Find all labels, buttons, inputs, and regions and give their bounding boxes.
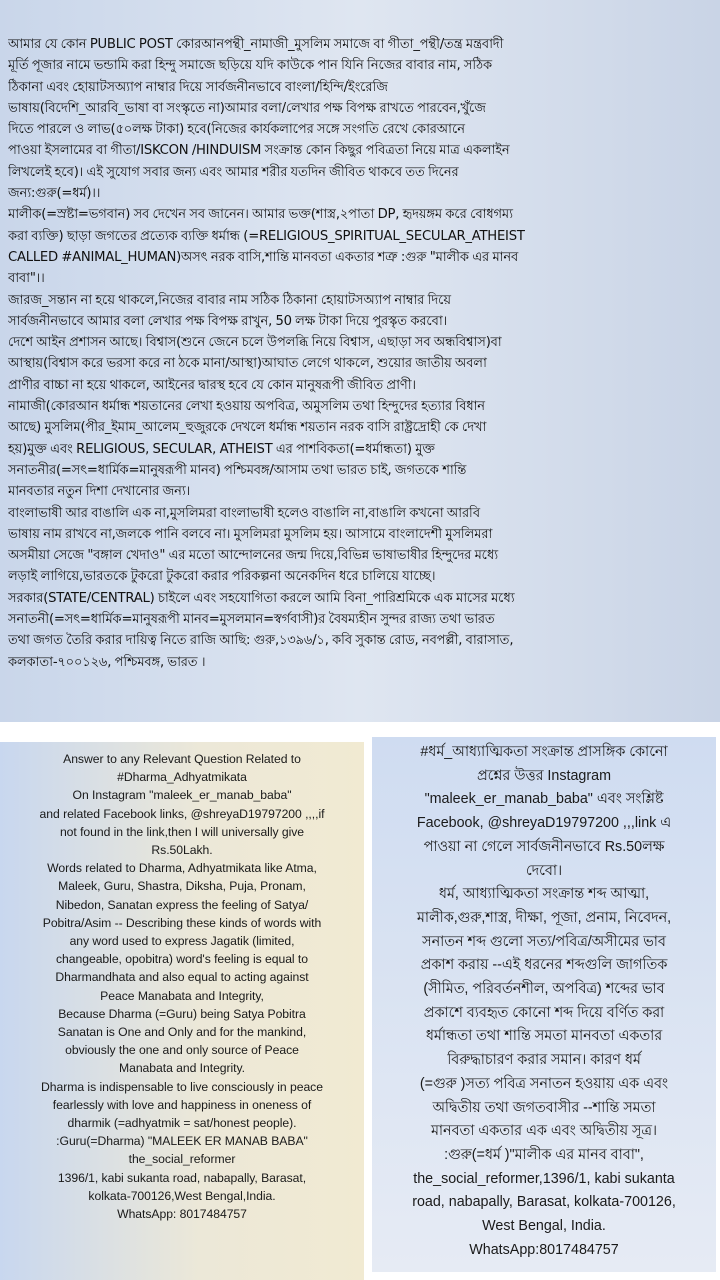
text-line: not found in the link,then I will universally give [59,824,305,839]
text-line: নামাজী(কোরআন ধর্মান্ধ শয়তানের লেখা হওয়ায় অপবিত্র, অমুসলিম তথা হিন্দুদের হত্যার বিধান [8,399,485,415]
text-line: বাংলাভাষী আর বাঙালি এক না,মুসলিমরা বাংলাভাষী হলেও বাঙালি না,বাঙালি কখনো আরবি [8,505,480,521]
text-line: 1396/1, kabi sukanta road, nabapally, Barasat, [57,1170,307,1185]
text-line: কলকাতা-৭০০১২৬, পশ্চিমবঙ্গ, ভারত । [8,654,206,670]
text-line: ধর্ম, আধ্যাত্মিকতা সংক্রান্ত শব্দ আত্মা, [438,886,650,903]
right-bengali-text [378,741,710,1262]
text-line: হয়)মুক্ত এবং RELIGIOUS, SECULAR, ATHEIST এর পাশবিকতা(=ধর্মান্ধতা) মুক্ত [8,441,435,457]
text-line: অসমীয়া সেজে "বঙ্গাল খেদাও" এর মতো আন্দোলনের জন্ম দিয়ে,বিভিন্ন ভাষাভাষীর হিন্দুদের মধ্যে [8,548,498,564]
text-line: সনাতনীর(=সৎ=ধার্মিক=মানুষরূপী মানব) পশ্চিমবঙ্গ/আসাম তথা ভারত চাই, জগতকে শান্তি [8,462,467,478]
text-line: দিতে পারলে ও লাভ(৫০লক্ষ টাকা) হবে(নিজের কার্যকলাপের সঙ্গে সংগতি রেখে কোরআনে [8,122,465,138]
text-line: Rs.50Lakh. [151,843,213,858]
text-line: Answer to any Relevant Question Related to [63,752,301,766]
bottom-white-strip [364,1272,720,1280]
text-line: ভাষায় নাম রাখবে না,জলকে পানি বলবে না। মুসলিমরা মুসলিম হয়। আসামে বাংলাদেশী মুসলিমরা [8,526,493,542]
text-line: (সীমিত, পরিবর্তনশীল, অপবিত্র) শব্দের ভাব [423,981,665,998]
text-line: WhatsApp: 8017484757 [117,1207,247,1222]
text-line: On Instagram "maleek_er_manab_baba" [72,788,292,803]
text-line: জারজ_সন্তান না হয়ে থাকলে,নিজের বাবার নাম সঠিক ঠিকানা হোয়াটসঅ্যাপ নাম্বার দিয়ে [8,292,451,308]
text-line: WhatsApp:8017484757 [469,1241,619,1258]
text-line: দেবো। [525,862,563,879]
text-line: (=গুরু )সত্য পবিত্র সনাতন হওয়ায় এক এবং [419,1075,669,1092]
text-line: and related Facebook links, @shreyaD19797200 ,,,,if [39,806,325,821]
text-line: #Dharma_Adhyatmikata [117,770,247,785]
text-line: Facebook, @shreyaD19797200 ,,,link এ [416,815,672,832]
text-line: Dharma is indispensable to live consciously in peace [41,1079,323,1094]
text-line: আমার যে কোন PUBLIC POST কোরআনপন্থী_নামাজী_মুসলিম সমাজে বা গীতা_পন্থী/তন্ত্র মন্ত্রবাদী [8,37,504,52]
text-line: বাবা"।। [8,271,45,287]
text-line: changeable, opobitra) word's feeling is equal to [56,952,308,967]
text-line: তথা জগত তৈরি করার দায়িত্ব নিতে রাজি আছি: গুরু,১৩৯৬/১, কবি সুকান্ত রোড, নবপল্লী, বারাসাত, [8,633,514,649]
text-line: সনাতনী(=সৎ=ধার্মিক=মানুষরূপী মানব=মুসলমান=স্বর্গবাসী)র বৈষম্যহীন সুন্দর রাজ্য তথা ভারত [8,612,495,628]
text-line: ঠিকানা এবং হোয়াটসঅ্যাপ নাম্বার দিয়ে সার্বজনীনভাবে বাংলা/হিন্দি/ইংরেজি [8,79,388,95]
text-line: fearlessly with love and happiness in oneness of [52,1097,312,1112]
text-line: Manabata and Integrity. [119,1061,245,1076]
text-line: West Bengal, India. [482,1218,606,1235]
text-line: road, nabapally, Barasat, kolkata-700126, [412,1194,676,1211]
text-line: the_social_reformer [128,1152,236,1167]
text-line: সার্বজনীনভাবে আমার বলা লেখার পক্ষ বিপক্ষ রাখুন, 50 লক্ষ টাকা দিয়ে পুরস্কৃত করবো। [8,313,448,329]
text-line: ধর্মান্ধতা তথা শান্তি সমতা মানবতা একতার [425,1028,663,1045]
text-line: লড়াই লাগিয়ে,ভারতকে টুকরো টুকরো করার পরিকল্পনা অনেকদিন ধরে চালিয়ে যাচ্ছে। [8,569,436,585]
text-line: Maleek, Guru, Shastra, Diksha, Puja, Pronam, [58,879,306,894]
text-line: সরকার(STATE/CENTRAL) চাইলে এবং সহযোগিতা করলে আমি বিনা_পারিশ্রমিকে এক মাসের মধ্যে [8,590,515,606]
text-line: Nibedon, Sanatan express the feeling of Satya/ [55,897,309,912]
right-bengali-card [372,737,716,1272]
text-line: পাওয়া ইসলামের বা গীতা/ISKCON /HINDUISM সংক্রান্ত কোন কিছুর পবিত্রতা নিয়ে মাত্র একলাইন [8,143,510,159]
text-line: obviously the one and only source of Peace [65,1043,299,1058]
text-line: লিখলেই হবে)। এই সুযোগ সবার জন্য এবং আমার শরীর যতদিন জীবিত থাকবে তত দিনের [8,164,459,180]
text-line: প্রকাশ করায় --এই ধরনের শব্দগুলি জাগতিক [420,957,668,974]
text-line: করা ব্যক্তি) ছাড়া জগতের প্রত্যেক ব্যক্তি ধর্মান্ধ (=RELIGIOUS_SPIRITUAL_SECULAR_ATHEIST [8,228,525,244]
text-line: পাওয়া না গেলে সার্বজনীনভাবে Rs.50লক্ষ [423,838,665,855]
text-line: সনাতন শব্দ গুলো সত্য/পবিত্র/অসীমের ভাব [422,933,666,950]
text-line: মানবতার নতুন দিশা দেখানোর জন্য। [8,484,191,500]
left-english-card [0,742,364,1280]
text-line: Pobitra/Asim -- Describing these kinds of words with [42,915,322,930]
text-line: প্রাণীর বাচ্চা না হয়ে থাকলে, আইনের দ্বারস্থ হবে যে কোন মানুষরূপী জীবিত প্রাণী। [8,377,416,393]
text-line: Sanatan is One and Only and for the mankind, [57,1025,307,1040]
text-line: আস্থায়(বিশ্বাস করে ভরসা করে না ঠকে মানা/আস্থা)আঘাত লেগে থাকলে, শুয়োর জাতীয় অবলা [8,356,487,372]
text-line: any word used to express Jagatik (limited, [69,934,295,949]
text-line: বিরুদ্ধাচারণ করার সমান। কারণ ধর্ম [447,1052,641,1069]
text-line: CALLED #ANIMAL_HUMAN)অসৎ নরক বাসি,শান্তি মানবতা একতার শত্রু :গুরু "মালীক এর মানব [8,249,519,265]
text-line: মালীক,গুরু,শাস্ত্র, দীক্ষা, পূজা, প্রনাম, নিবেদন, [416,909,672,926]
top-bengali-text [8,34,712,673]
text-line: Because Dharma (=Guru) being Satya Pobitra [58,1006,306,1021]
text-line: আছে) মুসলিম(পীর_ইমাম_আলেম_হুজুরকে দেখলে ধর্মান্ধ শয়তান নরক বাসি রাষ্ট্রদ্রোহী কে দেখা [8,420,487,436]
text-line: মূর্তি পূজার নামে ভন্ডামি করা হিন্দু সমাজে ছড়িয়ে যদি কাউকে পান যিনি নিজের বাবার নাম, সঠিক [8,58,492,74]
text-line: দেশে আইন প্রশাসন আছে। বিশ্বাস(শুনে জেনে চলে উপলব্ধি নিয়ে বিশ্বাস, এছাড়া সব অন্ধবিশ্বাস)বা [8,335,502,351]
text-line: "maleek_er_manab_baba" এবং সংশ্লিষ্ট [424,791,664,808]
text-line: অদ্বিতীয় তথা জগতবাসীর --শান্তি সমতা [432,1099,656,1116]
text-line: kolkata-700126,West Bengal,India. [88,1188,276,1203]
text-line: মালীক(=স্রষ্টা=ভগবান) সব দেখেন সব জানেন। আমার ভক্ত(শাস্ত্র,২পাতা DP, হৃদয়ঙ্গম করে বোধগম্য [8,207,513,223]
left-english-text [6,750,358,1223]
text-line: জন্য:গুরু(=ধর্ম)।। [8,186,101,202]
text-line: #ধর্ম_আধ্যাত্মিকতা সংক্রান্ত প্রাসঙ্গিক কোনো [420,744,668,760]
text-line: Peace Manabata and Integrity, [100,988,264,1003]
text-line: ভাষায়(বিদেশি_আরবি_ভাষা বা সংস্কৃতে না)আমার বলা/লেখার পক্ষ বিপক্ষ রাখতে পারবেন,খুঁজে [8,100,486,116]
text-line: :গুরু(=ধর্ম )"মালীক এর মানব বাবা", [444,1146,644,1163]
text-line: dharmik (=adhyatmik = sat/honest people). [67,1116,297,1131]
text-line: প্রশ্নের উত্তর Instagram [476,767,612,784]
text-line: :Guru(=Dharma) "MALEEK ER MANAB BABA" [56,1134,308,1149]
text-line: Dharmandhata and also equal to acting against [55,970,309,985]
text-line: the_social_reformer,1396/1, kabi sukanta [413,1170,675,1187]
text-line: প্রকাশে ব্যবহৃত কোনো শব্দ দিয়ে বর্ণিত করা [423,1004,665,1021]
text-line: Words related to Dharma, Adhyatmikata like Atma, [47,861,317,876]
text-line: মানবতা একতার এক এবং অদ্বিতীয় সূত্র। [430,1123,658,1140]
